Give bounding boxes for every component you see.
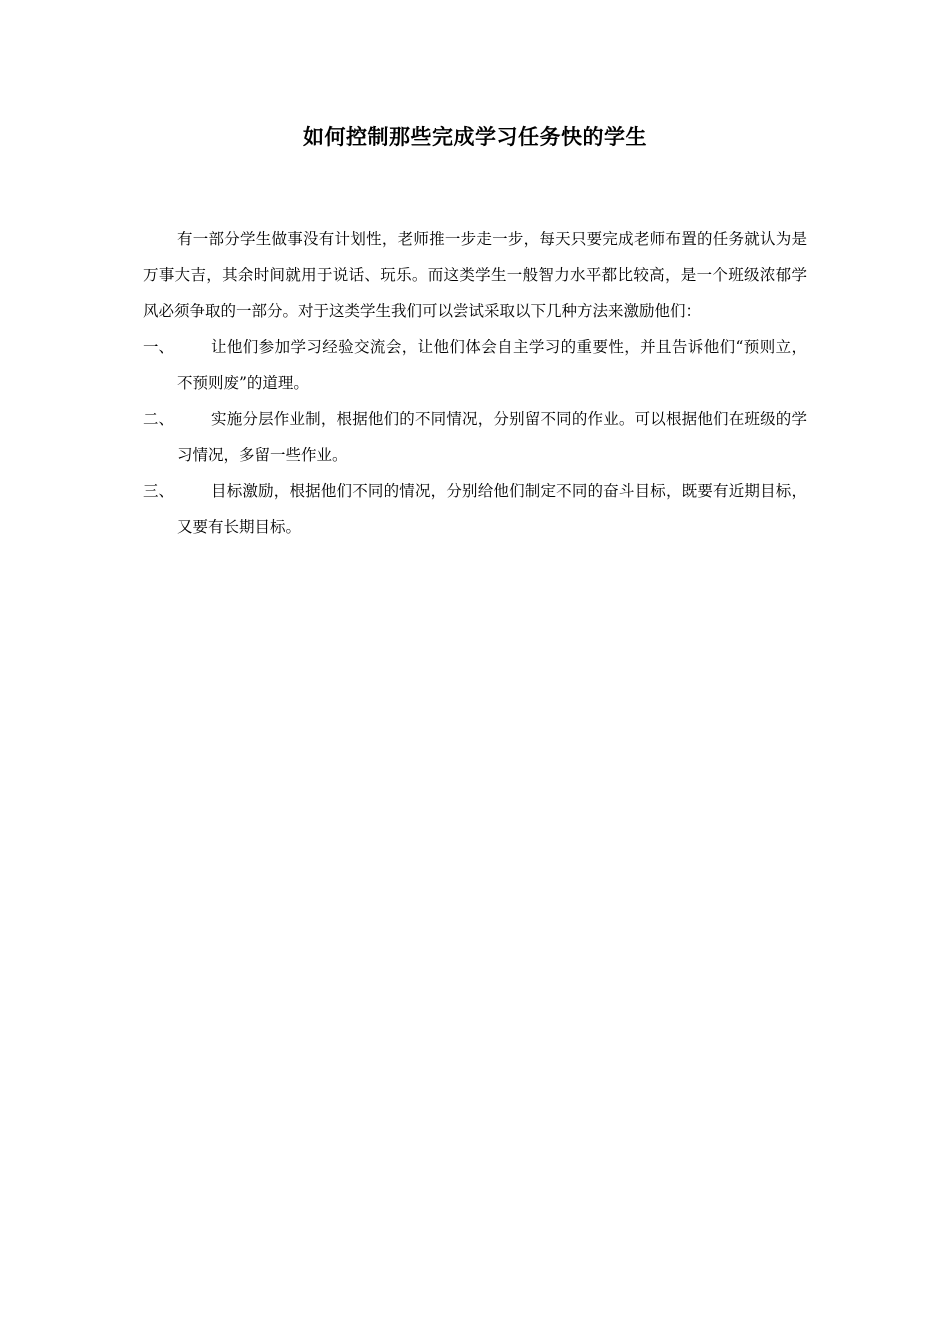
list-item-number: 一、 (143, 338, 175, 356)
intro-paragraph: 有一部分学生做事没有计划性，老师推一步走一步，每天只要完成老师布置的任务就认为是万事大吉，其余时间就用于说话、玩乐。而这类学生一般智力水平都比较高，是一个班级浓郁学风必须争取的一部分。对于这类学生我们可以尝试采取以下几种方法来激励他们： (143, 230, 807, 320)
list-item (143, 473, 807, 545)
list-item-text: 让他们参加学习经验交流会，让他们体会自主学习的重要性，并且告诉他们“预则立，不预则废”的道理。 (177, 338, 807, 392)
list-item-number: 三、 (143, 482, 175, 500)
list-item-number: 二、 (143, 410, 175, 428)
list-item-text: 实施分层作业制，根据他们的不同情况，分别留不同的作业。可以根据他们在班级的学习情况，多留一些作业。 (177, 410, 807, 464)
document-body (143, 221, 807, 545)
list-item-text: 目标激励，根据他们不同的情况，分别给他们制定不同的奋斗目标，既要有近期目标，又要有长期目标。 (177, 482, 807, 536)
list-item (143, 329, 807, 401)
list-item (143, 401, 807, 473)
document-title: 如何控制那些完成学习任务快的学生 (303, 125, 647, 149)
